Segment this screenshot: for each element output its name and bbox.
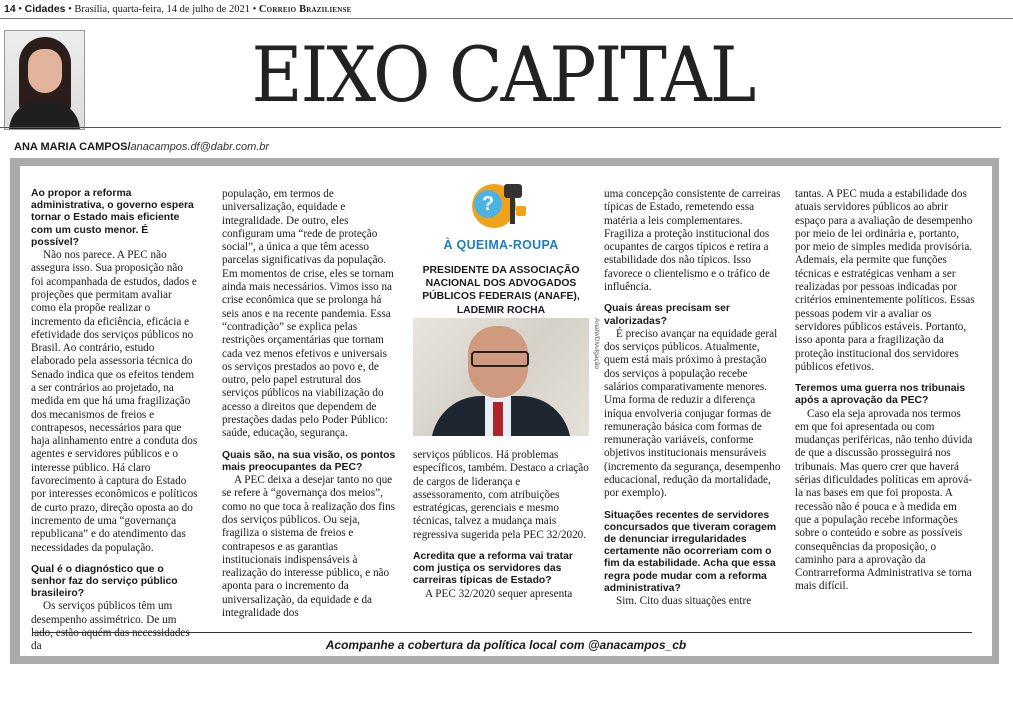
answer: A PEC deixa a desejar tanto no que se refere à “governança dos meios”, como no que toca à realização dos fins dos serviços públicos. Ou seja, fragiliza o sistema de freios e contrapesos e as garantias institucionais indispensáveis à realização do interesse público, e não aponta para o incremento da universalização, da equidade e da integralidade dos — [222, 474, 396, 620]
answer-continued: população, em termos de universalização, equidade e integralidade. De outro, eles configuram uma “rede de proteção social”, a única a que têm acesso parcelas significativas da população. Em momentos de crise, eles se tornam ainda mais necessários. Vimos isso na crise econômica que se prolonga há seis anos e na recente pandemia. Essa “contradição” se explica pelas restrições orçamentárias que tornam cada vez menos efetivos e universais os serviços prestados ao povo e, de outro, pelo papel estrutural dos serviços públicos na viabilização do acesso a direitos que dependem de prestações dadas pelo Poder Público: saúde, educação, segurança. — [222, 188, 394, 440]
text-column-4 — [604, 188, 781, 608]
text-column-3 — [413, 449, 589, 601]
footer-rule — [32, 632, 972, 633]
question: Acredita que a reforma vai tratar com justiça os servidores das carreiras típicas de Estado? — [413, 551, 573, 587]
answer: Não nos parece. A PEC não assegura isso. Sua proposição não foi acompanhada de estudos, dados e projeções que permitam avaliar como ela propõe realizar o incremento da eficiência, eficácia e efetividade dos serviços públicos no Brasil. Ao contrário, estudo elaborado pela assessoria técnica do Senado indica que os efeitos tendem a ser contrários ao projetado, na medida em que há uma fragilização dos mecanismos de freios e contrapesos, necessários para que haja alinhamento entre a conduta dos agentes e servidores públicos e o interesse público. Há claro favorecimento à captura do Estado por interesses econômicos e políticos de curto prazo, direção oposta ao do incremento de uma “governança republicana” e do atendimento das necessidades da população. — [31, 249, 198, 554]
answer-continued: serviços públicos. Há problemas específicos, também. Destaco a criação de cargos de liderança e assessoramento, com atribuições estratégicas, gerenciais e mesmo técnicas, talvez a mudança mais regressiva sugerida pela PEC 32/2020. — [413, 449, 589, 541]
masthead-rule — [0, 127, 1001, 128]
answer: É preciso avançar na equidade geral dos serviços públicos. Atualmente, quem está mais próximo à prestação dos serviços à população recebe salários comparativamente menores. Uma forma de reduzir a diferença iníqua envolveria conjugar formas de remuneração básica com formas de remuneração variáveis, conforme objetivos institucionais mensuráveis (incremento da segurança, desempenho educacional, redução da mortalidade, por exemplo). — [604, 327, 781, 500]
question: Qual é o diagnóstico que o senhor faz do serviço público brasileiro? — [31, 563, 178, 600]
text-column-1 — [31, 188, 198, 654]
column-title: EIXO CAPITAL — [251, 29, 755, 119]
question: Ao propor a reforma administrativa, o governo espera tornar o Estado mais eficiente com um custo menor. É possível? — [31, 188, 194, 248]
header-rule — [0, 18, 1013, 19]
author-photo — [4, 30, 85, 130]
section-name: Cidades — [24, 3, 66, 15]
answer: Sim. Cito duas situações entre — [616, 595, 752, 608]
answer: A PEC 32/2020 sequer apresenta — [425, 587, 573, 600]
author-email: anacampos.df@dabr.com.br — [130, 141, 270, 153]
text-column-5 — [795, 188, 975, 594]
author-byline — [14, 141, 269, 153]
question: Quais áreas precisam ser valorizadas? — [604, 303, 730, 327]
answer: Caso ela seja aprovada nos termos em que foi apresentada ou com mudanças periféricas, não tenho dúvida de que a discussão prosseguirá nos tribunais. Mas quero crer que haverá sérias dificuldades políticas em aprová-la nas bases em que foi proposta. A recessão não é pouca e à medida em que a população recebe informações sobre o conteúdo e sobre as possíveis consequências da proposição, o caminho para a aprovação da Contrarreforma Administrativa se torna mais difícil. — [795, 407, 973, 593]
page-number: 14 — [4, 3, 16, 15]
answer: Os serviços públicos têm um desempenho assimétrico. De um lado, estão aquém das necessidades da — [31, 600, 190, 653]
dateline: Brasília, quarta-feira, 14 de julho de 2021 — [74, 4, 250, 15]
question: Quais são, na sua visão, os pontos mais preocupantes da PEC? — [222, 449, 396, 473]
question: Situações recentes de servidores concursados que tiveram coragem de denunciar irregularidades certamente não ocorreriam com o fim da estabilidade. Acha que essa regra pode mudar com a reforma administrativa? — [604, 509, 777, 594]
queima-roupa-seal-icon: ? — [470, 180, 532, 234]
publication-name: Correio Braziliense — [258, 4, 352, 15]
answer-continued: tantas. A PEC muda a estabilidade dos atuais servidores públicos ao abrir espaço para a avaliação de desempenho por meio de lei ordinária e, portanto, por meio de simples medida provisória. Ademais, ela permite que funções técnicas e estratégicas venham a ser realizadas por pessoas indicadas por critérios eminentemente políticos. Essas pessoas podem vir a avaliar os servidores públicos estáveis. Portanto, isso aponta para a fragilização da proteção institucional dos servidores públicos efetivos. — [795, 188, 975, 373]
interviewee-title: PRESIDENTE DA ASSOCIAÇÃO NACIONAL DOS ADVOGADOS PÚBLICOS FEDERAIS (ANAFE), LADEMIR ROCHA — [422, 265, 580, 316]
question: Teremos uma guerra nos tribunais após a aprovação da PEC? — [795, 383, 966, 407]
author-name: ANA MARIA CAMPOS/ — [14, 141, 131, 153]
text-column-2 — [222, 188, 398, 620]
footer-callout: Acompanhe a cobertura da política local com @anacampos_cb — [325, 638, 687, 652]
interviewee-photo — [413, 318, 589, 436]
answer-continued: uma concepção consistente de carreiras típicas de Estado, remetendo essa matéria a leis complementares. Fragiliza a proteção institucional dos ocupantes de cargos típicos e retira a estabilidade dos não típicos. Isso favorece o clientelismo e o tráfico de influência. — [604, 188, 781, 294]
photo-credit: Anafe/Divulgação — [593, 318, 600, 369]
page-header: 14 • Cidades • Brasília, quarta-feira, 14 de julho de 2021 • Correio Braziliense — [4, 3, 352, 15]
interview-kicker: À QUEIMA-ROUPA — [443, 238, 559, 252]
